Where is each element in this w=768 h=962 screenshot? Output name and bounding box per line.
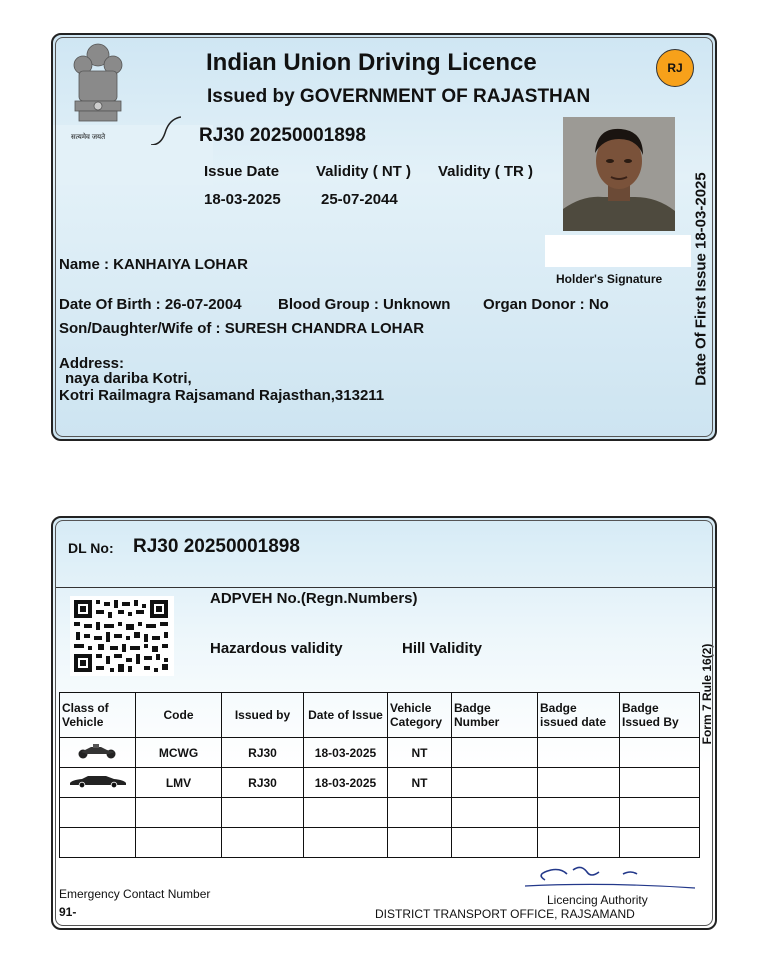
qr-code — [70, 596, 174, 676]
holder-photo — [563, 117, 675, 231]
issue-date-label: Issue Date — [204, 163, 280, 180]
row-vehicle-category: NT — [388, 738, 452, 768]
header-date-of-issue: Date of Issue — [304, 693, 388, 738]
licencing-authority-label: Licencing Authority — [547, 893, 648, 907]
authority-office: DISTRICT TRANSPORT OFFICE, RAJSAMAND — [375, 907, 635, 921]
emergency-contact-label: Emergency Contact Number — [59, 887, 211, 901]
row-badge-number — [452, 738, 538, 768]
header-badge-issued-date: Badge issued date — [538, 693, 620, 738]
row-date-of-issue: 18-03-2025 — [304, 768, 388, 798]
licence-back-card — [51, 516, 717, 930]
organ-donor: Organ Donor : No — [483, 296, 609, 313]
panel-curve — [151, 115, 181, 145]
header-divider — [56, 587, 716, 588]
authority-signature — [495, 862, 699, 892]
emblem-motto: सत्यमेव जयते — [71, 134, 106, 141]
holder-name: Name : KANHAIYA LOHAR — [59, 256, 248, 273]
hill-validity-label: Hill Validity — [402, 640, 483, 657]
address-line-1: naya dariba Kotri, — [65, 370, 192, 387]
row-badge-number — [452, 768, 538, 798]
row-badge-issued-date — [538, 768, 620, 798]
table-row — [60, 828, 700, 858]
header-badge-number: Badge Number — [452, 693, 538, 738]
row-code: MCWG — [136, 738, 222, 768]
hazardous-validity-label: Hazardous validity — [210, 640, 343, 657]
date-of-birth: Date Of Birth : 26-07-2004 — [59, 296, 242, 313]
dl-number-back: RJ30 20250001898 — [133, 536, 300, 557]
vehicle-class-table — [59, 692, 700, 858]
address-line-2: Kotri Railmagra Rajsamand Rajasthan,313211 — [59, 387, 385, 404]
header-code: Code — [136, 693, 222, 738]
row-issued-by: RJ30 — [222, 738, 304, 768]
dl-number: RJ30 20250001898 — [199, 125, 366, 146]
card-title: Indian Union Driving Licence — [206, 49, 537, 76]
date-of-first-issue: Date Of First Issue 18-03-2025 — [692, 172, 710, 386]
issuer-line: Issued by GOVERNMENT OF RAJASTHAN — [207, 86, 591, 107]
row-badge-issued-date — [538, 738, 620, 768]
national-emblem-icon — [65, 41, 131, 133]
table-header-row — [60, 693, 700, 738]
blood-group: Blood Group : Unknown — [278, 296, 451, 313]
row-badge-issued-by — [620, 738, 700, 768]
row-badge-issued-by — [620, 768, 700, 798]
motorcycle-icon — [60, 738, 136, 768]
dl-label: DL No: — [68, 540, 114, 556]
licence-front-card — [51, 33, 717, 441]
row-issued-by: RJ30 — [222, 768, 304, 798]
row-vehicle-category: NT — [388, 768, 452, 798]
table-row — [60, 768, 700, 798]
header-badge-issued-by: Badge Issued By — [620, 693, 700, 738]
signature-box — [545, 235, 691, 267]
table-row — [60, 798, 700, 828]
header-class-of-vehicle: Class of Vehicle — [60, 693, 136, 738]
holder-signature-label: Holder's Signature — [556, 272, 663, 286]
adpveh-label: ADPVEH No.(Regn.Numbers) — [210, 590, 418, 607]
row-code: LMV — [136, 768, 222, 798]
table-row — [60, 738, 700, 768]
row-date-of-issue: 18-03-2025 — [304, 738, 388, 768]
state-badge: RJ — [656, 49, 694, 87]
address-label: Address: — [59, 355, 125, 372]
validity-nt-value: 25-07-2044 — [321, 191, 398, 208]
form-rule-label: Form 7 Rule 16(2) — [700, 643, 714, 745]
emergency-contact-number: 91- — [59, 905, 77, 919]
header-vehicle-category: Vehicle Category — [388, 693, 452, 738]
issue-date-value: 18-03-2025 — [204, 191, 281, 208]
validity-nt-label: Validity ( NT ) — [316, 163, 412, 180]
header-issued-by: Issued by — [222, 693, 304, 738]
relation-name: Son/Daughter/Wife of : SURESH CHANDRA LOHAR — [59, 320, 425, 337]
car-icon — [60, 768, 136, 798]
validity-tr-label: Validity ( TR ) — [438, 163, 534, 180]
